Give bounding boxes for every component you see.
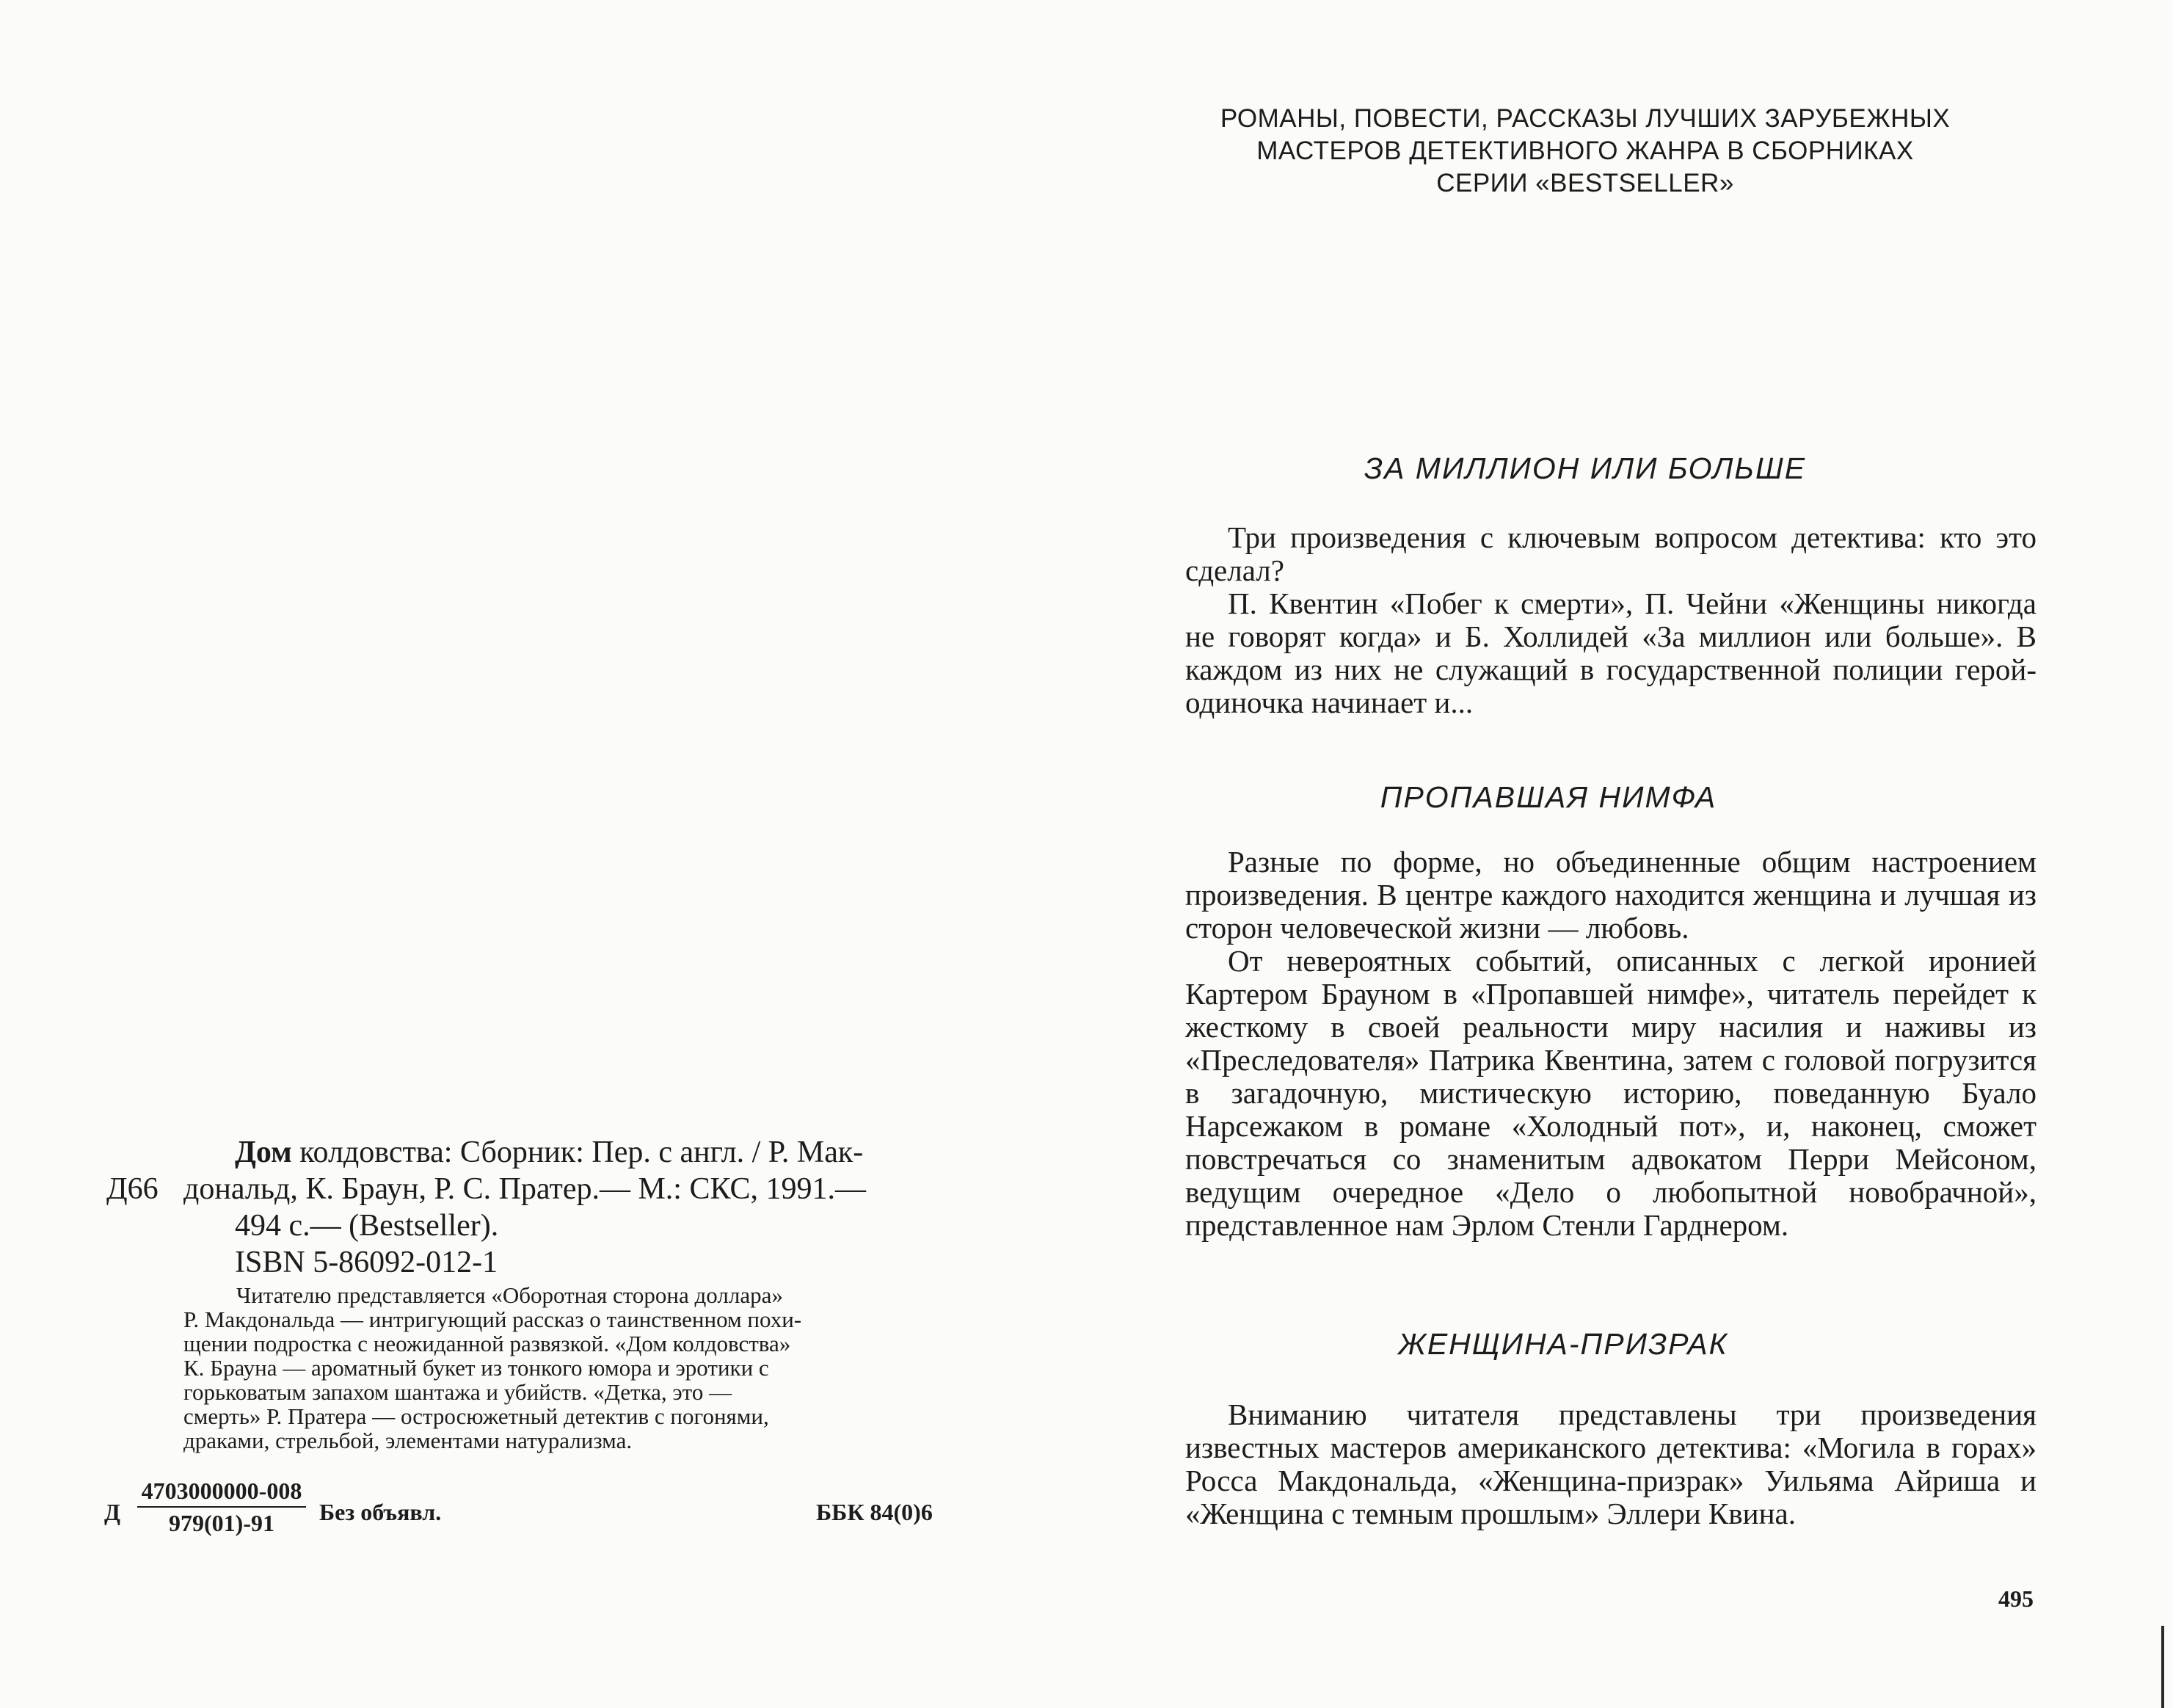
no-announcement-note: Без объявл. <box>319 1499 442 1525</box>
catalog-line-2: дональд, К. Браун, Р. С. Пратер.— М.: СКС, 1991.— <box>183 1172 866 1206</box>
series-header-line: СЕРИИ «BESTSELLER» <box>1436 169 1734 197</box>
catalog-line-1 <box>106 1134 965 1171</box>
paragraph: Три произведения с ключевым вопросом детектива: кто это сделал? <box>1185 520 2036 587</box>
catalog-card <box>106 1134 965 1281</box>
annotation-line: горьковатым запахом шантажа и убийств. «Детка, это — <box>183 1379 732 1405</box>
index-denominator: 979(01)-91 <box>169 1510 274 1536</box>
catalog-code: Д66 <box>106 1172 159 1206</box>
series-header-line: РОМАНЫ, ПОВЕСТИ, РАССКАЗЫ ЛУЧШИХ ЗАРУБЕЖНЫХ <box>1220 104 1951 133</box>
annotation-line: Р. Макдональда — интригующий рассказ о таинственном похи- <box>183 1307 802 1332</box>
index-numerator: 4703000000-008 <box>137 1475 307 1508</box>
right-page <box>1086 0 2173 1708</box>
catalog-line-3: 494 с.— (Bestseller). <box>235 1209 499 1243</box>
section-title: ЖЕНЩИНА-ПРИЗРАК <box>1398 1327 1728 1361</box>
bbk-code: ББК 84(0)6 <box>816 1499 933 1525</box>
annotation-line: Читателю представляется «Оборотная сторона доллара» <box>236 1282 783 1308</box>
index-prefix: Д <box>104 1499 121 1525</box>
left-page <box>0 0 1086 1708</box>
book-title: Дом <box>235 1135 292 1169</box>
scan-edge-mark <box>2161 1626 2164 1708</box>
isbn: ISBN 5-86092-012-1 <box>235 1246 498 1279</box>
paragraph: П. Квентин «Побег к смерти», П. Чейни «Женщины никогда не говорят когда» и Б. Холлидей «За миллион или больше». В каждом из них не служащий в государственной полиции герой-одиночка начинает и... <box>1185 586 2036 719</box>
annotation-line: драками, стрельбой, элементами натурализма. <box>183 1428 633 1453</box>
paragraph: От невероятных событий, описанных с легкой иронией Картером Брауном в «Пропавшей нимфе», читатель перейдет к жесткому в своей реальности миру насилия и наживы из «Преследователя» Патрика Квентина, затем с головой погрузится в загадочную, мистическую историю, поведанную Буало Нарсежаком в романе «Холодный пот», и, наконец, сможет повстречаться со знаменитым адвокатом Перри Мейсоном, ведущим очередное «Дело о любопытной новобрачной», представленное нам Эрлом Стенли Гарднером. <box>1185 944 2036 1242</box>
section-body <box>1185 1398 2036 1530</box>
annotation-line: щении подростка с неожиданной развязкой. «Дом колдовства» <box>183 1331 791 1356</box>
series-header <box>1152 103 2018 200</box>
section-title: ЗА МИЛЛИОН ИЛИ БОЛЬШЕ <box>1364 451 1807 485</box>
section-body <box>1185 846 2036 1242</box>
annotation-line: К. Брауна — ароматный букет из тонкого юмора и эротики с <box>183 1355 769 1381</box>
catalog-line-1-rest: колдовства: Сборник: Пер. с англ. / Р. Мак- <box>291 1135 864 1169</box>
paragraph: Вниманию читателя представлены три произведения известных мастеров американского детектива: «Могила в горах» Росса Макдональда, «Женщина-призрак» Уильяма Айриша и «Женщина с темным прошлым» Эллери Квина. <box>1185 1398 2036 1530</box>
index-fraction <box>126 1475 317 1538</box>
annotation <box>183 1283 961 1453</box>
annotation-line: смерть» Р. Пратера — остросюжетный детектив с погонями, <box>183 1403 769 1429</box>
section-body <box>1185 521 2036 719</box>
section-title: ПРОПАВШАЯ НИМФА <box>1380 780 1717 814</box>
page-number: 495 <box>1998 1585 2034 1612</box>
series-header-line: МАСТЕРОВ ДЕТЕКТИВНОГО ЖАНРА В СБОРНИКАХ <box>1256 137 1914 165</box>
paragraph: Разные по форме, но объединенные общим настроением произведения. В центре каждого находится женщина и лучшая из сторон человеческой жизни — любовь. <box>1185 845 2036 945</box>
